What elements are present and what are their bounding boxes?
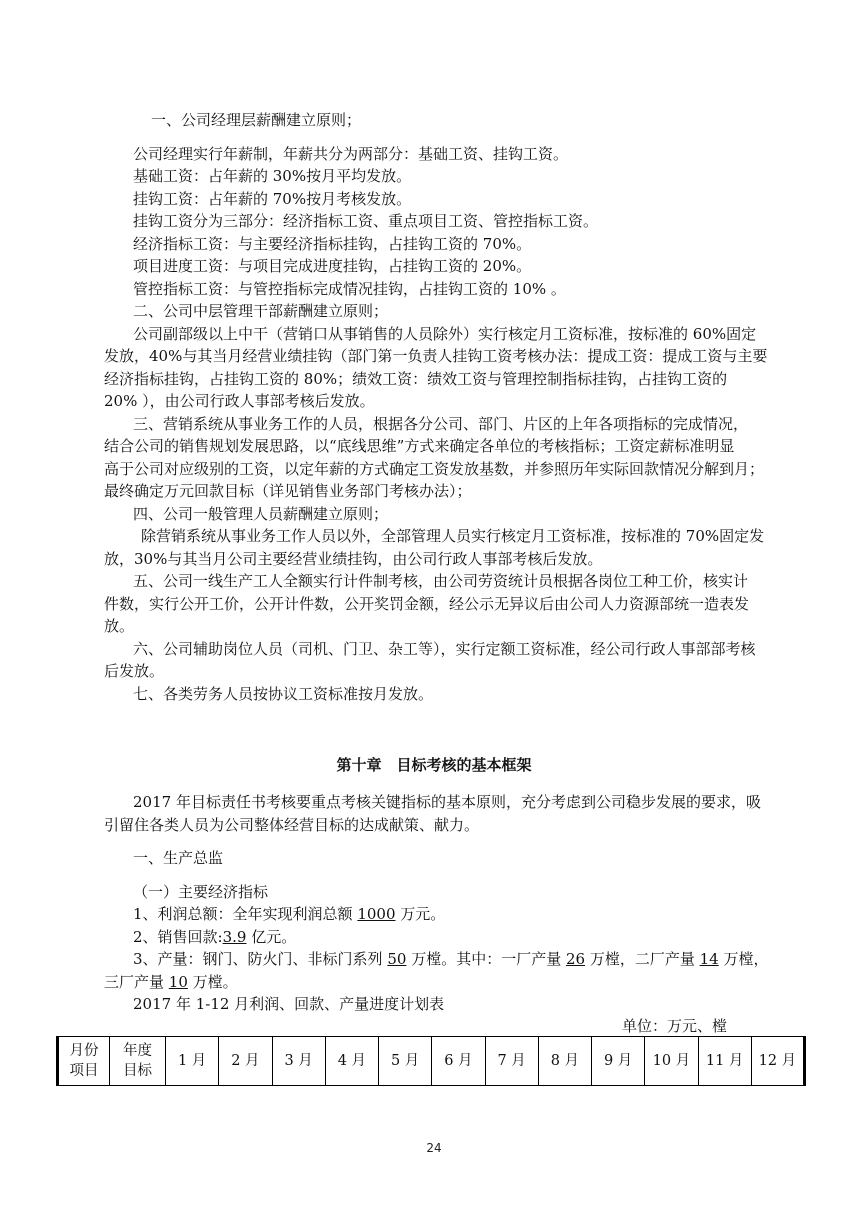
paragraph-line: 经济指标挂钩，占挂钩工资的 80%；绩效工资：绩效工资与管理控制指标挂钩，占挂钩工资的 (104, 370, 728, 388)
plant2-output-value: 14 (699, 950, 719, 968)
text-fragment: 3、产量：钢门、防火门、非标门系列 (133, 950, 388, 968)
corner-header-cell (58, 1037, 110, 1086)
text-fragment: 亿元。 (246, 928, 297, 946)
paragraph-line: 六、公司辅助岗位人员（司机、门卫、杂工等），实行定额工资标准，经公司行政人事部部考核 (133, 640, 756, 658)
plant3-output-value: 10 (168, 973, 188, 991)
month-header-cell: 10 月 (645, 1037, 698, 1086)
text-fragment: 万樘， (718, 950, 769, 968)
month-header-cell: 11 月 (698, 1037, 751, 1086)
paragraph-line: 高于公司对应级别的工资，以定年薪的方式确定工资发放基数，并参照历年实际回款情况分解到月； (104, 460, 765, 478)
paragraph-line: 引留住各类人员为公司整体经营目标的达成献策、献力。 (104, 816, 480, 834)
month-header-cell: 1 月 (166, 1037, 219, 1086)
section-heading-middle-managers: 二、公司中层管理干部薪酬建立原则； (133, 302, 389, 320)
output-total-value: 50 (387, 950, 407, 968)
month-header-cell: 3 月 (272, 1037, 325, 1086)
output-target-line (133, 949, 768, 969)
text-fragment: 万元。 (395, 905, 446, 923)
output-target-line-cont (104, 972, 238, 992)
paragraph-line: 挂钩工资分为三部分：经济指标工资、重点项目工资、管控指标工资。 (133, 212, 599, 230)
paragraph-line: 20% ），由公司行政人事部考核后发放。 (104, 392, 375, 410)
paragraph-line: 公司副部级以上中干（营销口从事销售的人员除外）实行核定月工资标准，按标准的 60%固定 (133, 325, 757, 343)
paragraph-line: 后发放。 (104, 662, 165, 680)
annual-target-header-cell (110, 1037, 166, 1086)
subsection-heading: （一）主要经济指标 (133, 883, 269, 901)
month-header-cell: 2 月 (219, 1037, 272, 1086)
paragraph-line: 除营销系统从事业务工作人员以外，全部管理人员实行核定月工资标准，按标准的 70%固定发 (141, 527, 765, 545)
paragraph-line: 发放，40%与其当月经营业绩挂钩（部门第一负责人挂钩工资考核办法：提成工资：提成工资与主要 (104, 347, 768, 365)
text-fragment: 2、销售回款: (133, 928, 223, 946)
section-heading-production: 一、生产总监 (133, 849, 224, 867)
paragraph-line: 放，30%与其当月公司主要经营业绩挂钩，由公司行政人事部考核后发放。 (104, 550, 603, 568)
text-fragment: 1、利润总额：全年实现利润总额 (133, 905, 358, 923)
page-number: 24 (426, 1141, 442, 1155)
paragraph-line: 基础工资：占年薪的 30%按月平均发放。 (133, 167, 412, 185)
paragraph-line: 最终确定万元回款目标（详见销售业务部门考核办法）； (104, 482, 472, 500)
text-fragment: 三厂产量 (104, 973, 169, 991)
table-header-row (58, 1037, 805, 1086)
text-fragment: 万樘，二厂产量 (585, 950, 700, 968)
paragraph-line: 挂钩工资：占年薪的 70%按月考核发放。 (133, 190, 412, 208)
month-header-cell: 12 月 (751, 1037, 804, 1086)
month-header-cell: 6 月 (432, 1037, 485, 1086)
paragraph-line: 2017 年目标责任书考核要重点考核关键指标的基本原则，充分考虑到公司稳步发展的要求，吸 (133, 793, 761, 811)
month-header-cell: 7 月 (485, 1037, 538, 1086)
paragraph-line: 管控指标工资：与管控指标完成情况挂钩，占挂钩工资的 10% 。 (133, 280, 566, 298)
month-header-cell: 9 月 (592, 1037, 645, 1086)
collection-target-line (133, 927, 296, 947)
plant1-output-value: 26 (565, 950, 586, 968)
profit-value: 1000 (357, 905, 396, 923)
paragraph-line: 放。 (104, 617, 135, 635)
section-heading-general-staff: 四、公司一般管理人员薪酬建立原则； (133, 505, 389, 523)
month-header-cell: 5 月 (379, 1037, 432, 1086)
text-fragment: 万樘。 (187, 973, 238, 991)
profit-target-line (133, 904, 445, 924)
header-target-label: 目标 (123, 1063, 152, 1079)
paragraph-line: 公司经理实行年薪制，年薪共分为两部分：基础工资、挂钩工资。 (133, 145, 569, 163)
paragraph-line: 三、营销系统从事业务工作的人员，根据各分公司、部门、片区的上年各项指标的完成情况， (133, 415, 749, 433)
paragraph-line: 结合公司的销售规划发展思路，以“底线思维”方式来确定各单位的考核指标；工资定薪标准明显 (104, 437, 735, 455)
header-annual-label: 年度 (123, 1043, 152, 1059)
section-heading-managers: 一、公司经理层薪酬建立原则； (151, 111, 362, 129)
paragraph-line: 项目进度工资：与项目完成进度挂钩，占挂钩工资的 20%。 (133, 257, 532, 275)
header-month-label: 月份 (69, 1043, 99, 1059)
collection-value: 3.9 (222, 928, 247, 946)
month-header-cell: 4 月 (325, 1037, 378, 1086)
paragraph-line: 七、各类劳务人员按协议工资标准按月发放。 (133, 685, 434, 703)
table-caption: 2017 年 1-12 月利润、回款、产量进度计划表 (133, 995, 445, 1013)
chapter-title: 第十章 目标考核的基本框架 (336, 756, 532, 774)
paragraph-line: 五、公司一线生产工人全额实行计件制考核，由公司劳资统计员根据各岗位工种工价，核实计 (133, 572, 749, 590)
progress-plan-table (56, 1036, 806, 1086)
text-fragment: 万樘。其中：一厂产量 (406, 950, 566, 968)
month-header-cell: 8 月 (538, 1037, 591, 1086)
unit-label: 单位：万元、樘 (622, 1017, 728, 1035)
header-item-label: 项目 (69, 1063, 99, 1079)
paragraph-line: 经济指标工资：与主要经济指标挂钩，占挂钩工资的 70%。 (133, 235, 532, 253)
paragraph-line: 件数，实行公开工价，公开计件数，公开奖罚金额，经公示无异议后由公司人力资源部统一造表发 (104, 595, 750, 613)
